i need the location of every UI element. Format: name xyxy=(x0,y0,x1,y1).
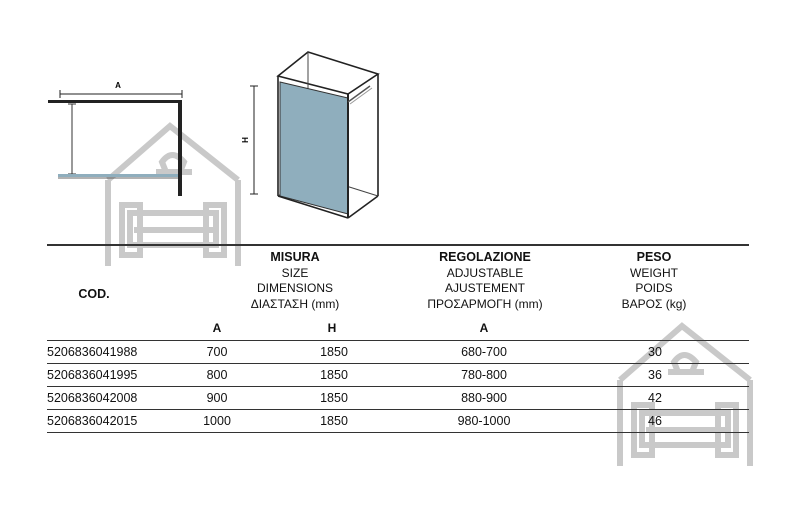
elevation-label-h: H xyxy=(241,137,250,143)
plan-view-drawing xyxy=(48,78,198,198)
row-2-h: 1850 xyxy=(320,368,348,382)
header-rule xyxy=(47,340,749,341)
plan-label-a: A xyxy=(115,81,121,90)
row-1-rule xyxy=(47,363,749,364)
size-header xyxy=(225,250,365,312)
code-header: COD. xyxy=(78,287,110,301)
adjust-header xyxy=(415,250,555,312)
subheader-h: H xyxy=(327,321,337,335)
subheader-a: A xyxy=(212,321,222,335)
row-4-h: 1850 xyxy=(320,414,348,428)
weight-header-en: WEIGHT xyxy=(630,265,678,280)
row-3-code: 5206836042008 xyxy=(47,391,138,405)
size-header-en: SIZE xyxy=(281,265,309,280)
row-4-a: 1000 xyxy=(203,414,231,428)
row-2-adjust: 780-800 xyxy=(461,368,507,382)
size-header-fr: DIMENSIONS xyxy=(256,281,333,295)
row-2-a: 800 xyxy=(206,368,228,382)
elevation-drawing xyxy=(240,46,410,236)
size-header-gr: ΔΙΑΣΤΑΣΗ (mm) xyxy=(250,296,340,311)
table-top-rule xyxy=(47,244,749,246)
spec-table xyxy=(47,244,749,440)
weight-header-fr: POIDS xyxy=(635,281,673,295)
row-2-rule xyxy=(47,386,749,387)
adjust-header-it: REGOLAZIONE xyxy=(439,250,531,264)
adjust-header-fr: AJUSTEMENT xyxy=(444,281,525,295)
row-3-adjust: 880-900 xyxy=(461,391,507,405)
adjust-header-gr: ΠΡΟΣΑΡΜΟΓΗ (mm) xyxy=(427,296,543,311)
row-1-code: 5206836041988 xyxy=(47,345,138,359)
subheader-adjust-a: A xyxy=(479,321,489,335)
size-header-it: MISURA xyxy=(270,250,320,264)
row-3-weight: 42 xyxy=(648,391,662,405)
weight-header xyxy=(599,250,709,312)
row-3-h: 1850 xyxy=(320,391,348,405)
row-3-a: 900 xyxy=(206,391,228,405)
row-1-weight: 30 xyxy=(648,345,662,359)
row-1-a: 700 xyxy=(206,345,228,359)
row-4-code: 5206836042015 xyxy=(47,414,138,428)
row-2-code: 5206836041995 xyxy=(47,368,138,382)
row-4-rule xyxy=(47,432,749,433)
row-1-adjust: 680-700 xyxy=(461,345,507,359)
row-1-h: 1850 xyxy=(320,345,348,359)
row-3-rule xyxy=(47,409,749,410)
weight-header-it: PESO xyxy=(636,250,672,264)
weight-header-gr: ΒΑΡΟΣ (kg) xyxy=(621,296,687,311)
adjust-header-en: ADJUSTABLE xyxy=(446,265,524,280)
row-2-weight: 36 xyxy=(648,368,662,382)
row-4-weight: 46 xyxy=(648,414,662,428)
row-4-adjust: 980-1000 xyxy=(457,414,511,428)
